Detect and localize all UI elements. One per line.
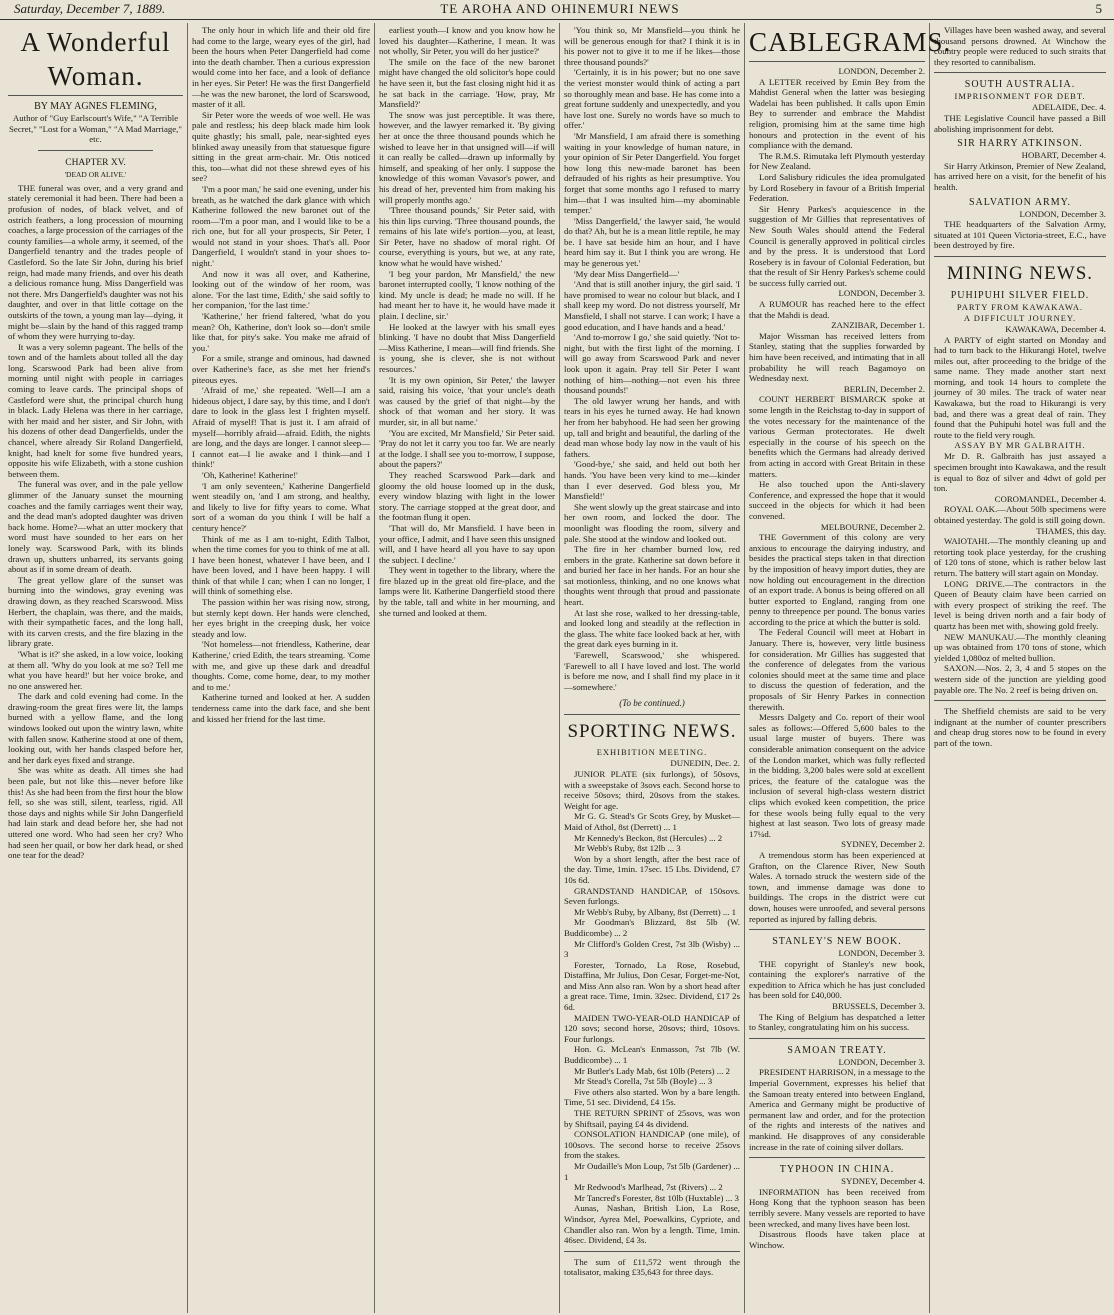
story-paragraph: The smile on the face of the new baronet might have changed the old solicitor's hope could he have seen it, but the fast closing night hid it as he sat back in the carriage. 'How, pray, Mr Mansfield?' xyxy=(379,56,555,110)
story-paragraph: Katherine turned and looked at her. A sudden tenderness came into the dark face, and she bent and kissed her friend for the last time. xyxy=(192,692,370,724)
column-3 xyxy=(379,25,555,1310)
story-paragraph: 'Good-bye,' she said, and held out both her hands. 'You have been very kind to me—kinder than I ever deserved. God bless you, Mr Mansfield!' xyxy=(564,459,740,502)
story-paragraph: For a smile, strange and ominous, had dawned over Katherine's face, as she met her friend's piteous eyes. xyxy=(192,353,370,385)
cable-item: PRESIDENT HARRISON, in a message to the Imperial Government, expresses his belief that the Samoan treaty entered into between England, America and Germany might be productive of permanent law and order, and for the protection of the rights and interests of the natives and mankind. He disapproves of any considerable increase in the rate of coining silver dollars. xyxy=(749,1067,925,1152)
samoan-heading: SAMOAN TREATY. xyxy=(787,1044,887,1056)
story-paragraph: Sir Peter wore the weeds of woe well. He was pale and restless; his deep black made him look quite ghastly; his small, pale, near-sighted eyes blinked away uneasily from that statuesque figure sitting in the great arm-chair. Mr. Otis noticed this, too—what did not these shrewd eyes of his see? xyxy=(192,109,370,184)
cable-item: INFORMATION has been received from Hong Kong that the typhoon season has been terribly severe. Many vessels are reported to have been wrecked, and many lives have been lost. xyxy=(749,1186,925,1229)
stanley-heading: STANLEY'S NEW BOOK. xyxy=(772,936,902,948)
column-6 xyxy=(934,25,1106,1310)
dateline: LONDON, December 3. xyxy=(1019,208,1106,219)
story-paragraph: 'I am only seventeen,' Katherine Dangerfield went steadily on, 'and I am strong, and healthy, and likely to live for fifty years to come. What sort of a woman do you think I will be half a century hence?' xyxy=(192,480,370,533)
story-paragraph: 'Certainly, it is in his power; but no one save the veriest monster would think of acting a part so thoroughly mean and base. He has come into a great fortune suddenly and unexpectedly, and you have lost one. Surely no words have so much to offer.' xyxy=(564,67,740,131)
race-text: Mr Oudaille's Mon Loup, 7st 5lb (Gardener) ... 1 xyxy=(564,1160,740,1182)
cable-item: Villages have been washed away, and several thousand persons drowned. At Winchow the country people were reduced to such straits that they resorted to cannibalism. xyxy=(934,25,1106,67)
race-text: JUNIOR PLATE (six furlongs), of 50sovs, with a sweepstake of 3sovs each. Second horse to receive 50sovs; third, 20sovs from the stakes. Weight for age. xyxy=(564,769,740,811)
dateline: KAWAKAWA, December 4. xyxy=(1005,323,1106,334)
page-number: 5 xyxy=(1095,1,1102,16)
cable-item: A tremendous storm has been experienced at Grafton, on the Clarence River, New South Wales. A tornado struck the western side of the town, and immense damage was done to buildings. The crops in the district were cut down, houses were unroofed, and several persons reported as injured by falling debris. xyxy=(749,849,925,924)
race-text: Mr Goodman's Blizzard, 8st 5lb (W. Buddicombe) ... 2 xyxy=(564,917,740,938)
story-paragraph: The great yellow glare of the sunset was burning into the windows, gray evening was drawing down, as they reached Scarswood. Miss Herbert, the chaplain, was there, and the maids, with their sympathetic faces, and the long hall, with its carven crests, and the fire blazing in the library grate. xyxy=(8,574,183,649)
dateline: MELBOURNE, December 2. xyxy=(820,521,925,532)
dateline: LONDON, December 2. xyxy=(838,66,925,76)
cable-item: He also touched upon the Anti-slavery Conference, and expressed the hope that it would succeed in the objects for which it had been convened. xyxy=(749,479,925,521)
story-paragraph: The fire in her chamber burned low, red embers in the grate. Katherine sat down before it and buried her face in her hands. For an hour she sat motionless, thinking, and no one knows what thoughts went through that proud and passionate heart. xyxy=(564,544,740,608)
race-text: Forester, Tornado, La Rose, Rosebud, Distaffina, Mr Julius, Don Cesar, Forget-me-Not, and Miss Ann also ran. Won by a short head after a great race. Time, 1min. 32sec. Dividend, £17 2s 6d. xyxy=(564,959,740,1013)
race-text: Mr Butler's Lady Mab, 6st 10lb (Peters) ... 2 xyxy=(574,1065,730,1076)
typhoon-heading: TYPHOON IN CHINA. xyxy=(779,1164,895,1176)
story-paragraph: 'I beg your pardon, Mr Mansfield,' the new baronet interrupted coolly, 'I know nothing of the kind. My uncle is dead; he made no will. If he had meant her to have it, he would have made it plain. I decline, sir.' xyxy=(379,268,555,322)
story-paragraph: 'Not homeless—not friendless, Katherine, dear Katherine,' cried Edith, the tears streaming. 'Come with me, and give up these dark and dreadful thoughts. Come, come home, dear, to my mother and to me.' xyxy=(192,639,370,692)
story-author-works: Author of "Guy Earlscourt's Wife," "A Terrible Secret," "Lost for a Woman," "A Mad Marriage," etc. xyxy=(9,113,182,145)
story-paragraph: They reached Scarswood Park—dark and gloomy the old house loomed up in the dusk, every window blazing with light in the lower story. The carriage stopped at the great door, and the footman flung it open. xyxy=(379,469,555,523)
dateline: DUNEDIN, Dec. 2. xyxy=(670,758,740,769)
dateline: BRUSSELS, December 3. xyxy=(832,1001,925,1012)
mining-item: NEW MANUKAU.—The monthly cleaning up was obtained from 170 tons of stone, which yielded 1,080oz of melted bullion. xyxy=(934,631,1106,663)
to-be-continued: (To be continued.) xyxy=(619,698,685,709)
race-text: Mr Clifford's Golden Crest, 7st 3lb (Wisby) ... 3 xyxy=(564,938,740,960)
story-paragraph: THE funeral was over, and a very grand and stately ceremonial it had been. There had been a profusion of nodes, of black velvet, and of ostrich feathers, a long procession of mourning coaches, a large procession of the carriages of the county families—a whole army, it seemed, of the Dangerfield tenantry and the trades people of Castleford. So the late Sir John, during his brief reign, had made many friends, and over his death a delicious romance hung. Miss Dangerfield was not there. Mrs Dangerfield's daughter was not his daughter, and over in that little cottage on the outskirts of the town, a young man lay—dying, it might be—slain by the hand of this ragged tramp of whom they were hurrying to-day. xyxy=(8,182,183,342)
divider xyxy=(934,256,1106,257)
dateline: SYDNEY, December 2. xyxy=(841,839,925,850)
story-paragraph: 'And to-morrow I go,' she said quietly. 'Not to-night, but with the first light of the morning. I will go away from Scarswood Park and never look upon it again. Pray tell Sir Peter I want nothing of him—nothing—not even his three thousand pounds!' xyxy=(564,332,740,396)
story-paragraph: 'Afraid of me,' she repeated. 'Well—I am a hideous object, I dare say, by this time, and I don't dare to look in the glass lest I frighten myself. Afraid of myself! That is just it. I am afraid of myself—horribly afraid—afraid. Edith, the nights are long, and the days are longer. I cannot sleep—I cannot eat—I lie awake and I think—and I think!' xyxy=(192,385,370,470)
dateline: ZANZIBAR, December 1. xyxy=(831,320,925,331)
cable-item: The Federal Council will meet at Hobart in January. There is, however, very little business for consideration. Mr Gillies has suggested that the conference of delegates from the various colonies should meet at the same time and place to discuss the question of federation, and the proposals of Sir Henry Parkes in connection therewith. xyxy=(749,627,925,712)
dateline: HOBART, December 4. xyxy=(1021,150,1106,161)
cable-item: Major Wissman has received letters from Stanley, stating that the supplies forwarded by him have been received, and intimating that in all probability he will reach Bagamoyo on Wednesday next. xyxy=(749,330,925,384)
race-text: Mr Stead's Corella, 7st 5lb (Boyle) ... 3 xyxy=(574,1076,713,1087)
story-title: A Wonderful Woman. xyxy=(8,25,183,96)
story-paragraph: 'Miss Dangerfield,' the lawyer said, 'he would do that? Ah, but he is a mean little reptile, he may be. I have sat beside him an hour, and I have heard him say it. But I think you are wrong. He may be generous yet.' xyxy=(564,215,740,269)
race-text: Mr Webb's Ruby, by Albany, 8st (Derrett) ... 1 xyxy=(574,906,737,917)
puhipuhi-subheading-2: A DIFFICULT JOURNEY. xyxy=(963,312,1077,323)
cable-item: COUNT HERBERT BISMARCK spoke at some length in the Reichstag to-day in support of the votes necessary for the maintenance of the various German protectorates. He dwelt especially in the course of his speech on the benefits which the Germans had already derived from acting in accord with Great Britain in these matters. xyxy=(749,394,925,479)
story-paragraph: The dark and cold evening had come. In the drawing-room the great fires were lit, the lamps burned with a yellow flame, and the long windows looked out upon the wintry lawn, white with fallen snow. Katherine stood at one of them, looking out, with her hands clasped before her, and her dark eyes fixed and strange. xyxy=(8,691,183,765)
puhipuhi-subheading: PARTY FROM KAWAKAWA. xyxy=(956,301,1084,312)
race-text: Aunas, Nashan, British Lion, La Rose, Windsor, Ayrea Mel, Poewalkins, Cypriote, and Chandler also ran. Won by a length. Time, 1min. 46sec. Dividend, £4 3s. xyxy=(564,1203,740,1246)
column-rule xyxy=(374,23,375,1313)
mining-item: A PARTY of eight started on Monday and had to turn back to the Hikurangi Hotel, twelve miles out, after proceeding to the bridge of the same name. They made another start next morning, and took 14 hours to complete the journey of 30 miles. The track of water near Kawakawa, but the road to Hikurangi is very bad, and there was a great deal of rain. They found that the Puhipuhi hotel was full and the route to the field very rough. xyxy=(934,334,1106,440)
cable-item: A RUMOUR has reached here to the effect that the Mahdi is dead. xyxy=(749,299,925,320)
story-paragraph: At last she rose, walked to her dressing-table, and looked long and steadily at the reflection in the glass. The white face looked back at her, with the great dark eyes burning in it. xyxy=(564,607,740,650)
column-rule xyxy=(559,23,560,1313)
story-author: BY MAY AGNES FLEMING, xyxy=(34,101,157,112)
column-5 xyxy=(749,25,952,1310)
cable-item: Sir Henry Parkes's acquiescence in the suggestion of Mr Gillies that representatives of New South Wales should attend the Federal Council is generally approved in political circles and by the press. It is understood that Lord Rosebery is in favour of Colonial Federation, but that the result of Sir Henry Parkes's scheme could be success fully carried out. xyxy=(749,203,925,288)
divider xyxy=(38,150,153,151)
story-paragraph: 'My dear Miss Dangerfield—' xyxy=(574,268,680,279)
filler-paragraph: The sum of £11,572 went through the totalisator, making £35,643 for three days. xyxy=(564,1256,740,1278)
atkinson-heading: SIR HARRY ATKINSON. xyxy=(957,138,1083,150)
story-paragraph: 'You are excited, Mr Mansfield,' Sir Peter said. 'Pray do not let it carry you too far. We are nearly at the lodge. I shall see you to-morrow, I suppose, about the papers?' xyxy=(379,427,555,470)
story-paragraph: Think of me as I am to-night, Edith Talbot, when the time comes for you to think of me at all. I have been honest, whatever I have been, and I have been loved, and I have been happy. I will think of that while I can; when I can no longer, I will think of something else. xyxy=(192,533,370,597)
story-paragraph: The snow was just perceptible. It was there, however, and the lawyer remarked it. 'By giving her at once the three thousand pounds which he wished to leave her in that unsigned will—if will it can really be called—drawn up informally by himself, and speaking of her only. I suppose the knowledge of this woman Vavasor's power, and his dread of her, prevented him from making his will properly months ago.' xyxy=(379,109,555,205)
chapter-heading: CHAPTER XV. xyxy=(65,157,126,168)
divider xyxy=(749,1038,925,1039)
south-australia-subheading: IMPRISONMENT FOR DEBT. xyxy=(954,91,1086,102)
cable-item: Messrs Dalgety and Co. report of their wool sales as follows:—Offered 5,600 bales to the usual large muster of buyers. There was considerable animation consequent on the advice of the London market, which was fully reflected in the bidding. 3,200 bales were sold at excellent prices, the feature of the catalogue was the inclusion of several high-class western district clips which evoked keen competition, the price for these wools being fully equal to the very highest at last season. Two lots of greasy made 17¼d. xyxy=(749,712,925,839)
sporting-news-heading: SPORTING NEWS. xyxy=(567,721,737,743)
story-paragraph: They went in together to the library, where the fire blazed up in the great old fire-place, and the lamps were lit. Katherine Dangerfield stood there by the table, tall and white in her mourning, and she turned and looked at them. xyxy=(379,565,555,618)
race-text: Mr G. G. Stead's Gr Scots Grey, by Musket—Maid of Athol, 8st (Derrett) ... 1 xyxy=(564,811,740,832)
cable-item: THE Legislative Council have passed a Bill abolishing imprisonment for debt. xyxy=(934,112,1106,134)
divider xyxy=(564,714,740,715)
race-text: Won by a short length, after the best race of the day. Time, 1min. 17sec. 15 Lbs. Dividend, £7 10s 6d. xyxy=(564,853,740,885)
story-paragraph: 'And that is still another injury, the girl said. 'I have promised to wear no colour but black, and I shall keep my word. Do not distress yourself, Mr Mansfield, I shall not starve. I can work; I have a good education, and I have hands and a head.' xyxy=(564,279,740,332)
story-paragraph: The funeral was over, and in the pale yellow glimmer of the January sunset the mourning coaches and the family carriages went their way, and the dead man's adopted daughter was driven back home. Home?—what an utter mockery that word must have sounded to her ears on her lonely way. Scarswood Park, with its blinds drawn up, shutters unbarred, its servants going about as if in some dream of death. xyxy=(8,479,183,575)
sporting-subheading: EXHIBITION MEETING. xyxy=(596,747,708,758)
column-4 xyxy=(564,25,740,1310)
divider xyxy=(749,1157,925,1158)
cable-item: A LETTER received by Emin Bey from the Mahdist General when the latter was besieging Wadelai has been published. It calls upon Emin Bey to surrender and embrace the Mahdist religion, promising him at the same time high honours and protection in the event of his compliance with the demand. xyxy=(749,76,925,151)
cablegrams-heading: CABLEGRAMS. xyxy=(749,25,925,62)
column-2 xyxy=(192,25,370,1310)
paper-title: TE AROHA AND OHINEMURI NEWS xyxy=(440,1,680,16)
race-text: CONSOLATION HANDICAP (one mile), of 100sovs. The second horse to receive 25sovs from the stakes. xyxy=(564,1129,740,1161)
cable-item: THE copyright of Stanley's new book, containing the explorer's narrative of the expedition to Africa which he has just concluded has been sold for £40,000. xyxy=(749,958,925,1001)
story-paragraph: 'That will do, Mr Mansfield. I have been in your office, I admit, and I have seen this unsigned will, and I have heard all you have to say upon the subject. I decline.' xyxy=(379,522,555,565)
column-rule xyxy=(187,23,188,1313)
mining-item: LONG DRIVE.—The contractors in the Queen of Beauty claim have been carried on with every prospect of striking the reef. The level is being driven north and a fair body of quartz has been met with, showing gold freely. xyxy=(934,578,1106,631)
mining-item: WAIOTAHI.—The monthly cleaning up and retorting took place yesterday, for the crushing of 120 tons of stone, which is rather below last return. The battery will start again on Monday. xyxy=(934,536,1106,578)
story-paragraph: 'Katherine,' her friend faltered, 'what do you mean? Oh, Katherine, don't look so—don't smile like that, for pity's sake. You make me afraid of you.' xyxy=(192,311,370,353)
race-text: Hon. G. McLean's Enmasson, 7st 7lb (W. Buddicombe) ... 1 xyxy=(564,1044,740,1066)
race-text: Mr Redwood's Marlhead, 7st (Rivers) ... 2 xyxy=(574,1182,723,1193)
story-paragraph: The old lawyer wrung her hands, and with tears in his eyes he turned away. He had known her from her babyhood. He had seen her growing up, tall and bright and beautiful, the darling of the dead man whose body lay now in the vault of his fathers. xyxy=(564,395,740,459)
dateline: BERLIN, December 2. xyxy=(843,383,925,394)
story-paragraph: He looked at the lawyer with his small eyes blinking. 'I have no doubt that Miss Dangerfield—Miss Katherine, I mean—will find friends. She is young, she is clever, she is not without resources.' xyxy=(379,321,555,374)
chapter-subheading: 'DEAD OR ALIVE.' xyxy=(64,169,127,179)
masthead xyxy=(0,0,1114,20)
story-paragraph: 'I'm a poor man,' he said one evening, under his breath, as he watched the dark glance with which Katherine followed the new baronet out of the room—'I'm a poor man, and I would like to be a rich one, but for all your prospects, Sir Peter, I would not stand in your shoes. That's all. Poor Dangerfield, I wouldn't stand in your shoes to-night.' xyxy=(192,183,370,269)
divider xyxy=(934,700,1106,701)
dateline: COROMANDEL, December 4. xyxy=(994,493,1106,504)
puhipuhi-heading: PUHIPUHI SILVER FIELD. xyxy=(950,289,1090,301)
cable-item: Sir Harry Atkinson, Premier of New Zealand, has arrived here on a visit, for the benefit of his health. xyxy=(934,160,1106,192)
column-rule xyxy=(929,23,930,1313)
dateline: LONDON, December 3. xyxy=(838,948,925,959)
issue-date: Saturday, December 7, 1889. xyxy=(14,1,166,16)
column-1 xyxy=(8,25,183,1310)
cable-item: Disastrous floods have taken place at Winchow. xyxy=(749,1229,925,1250)
assay-heading: ASSAY BY MR GALBRAITH. xyxy=(954,440,1086,451)
story-paragraph: She went slowly up the great staircase and into her own room, and locked the door. The moonlight was flooding the room, silvery and pale. She stood at the window and looked out. xyxy=(564,501,740,544)
dateline: THAMES, this day. xyxy=(1036,525,1106,536)
cable-item: The R.M.S. Rimutaka left Plymouth yesterday for New Zealand. xyxy=(749,150,925,172)
race-text: GRANDSTAND HANDICAP, of 150sovs. Seven furlongs. xyxy=(564,885,740,907)
cable-item: Lord Salisbury ridicules the idea promulgated by Lord Rosebery in favour of a British Imperial Federation. xyxy=(749,171,925,204)
mining-item: ROYAL OAK.—About 50lb specimens were obtained yesterday. The gold is still going down. xyxy=(934,504,1106,525)
story-paragraph: And now it was all over, and Katherine, looking out of the window of her room, was alone. 'For the last time, Edith,' she said softly to her companion, 'for the last time.' xyxy=(192,268,370,311)
story-paragraph: It was a very solemn pageant. The bells of the town and of the hamlets about tolled all the day long. Scarswood Park had been alive from morning until night with people in carriages coming to leave cards. The principal shops of Castleford were shut, the principal church hung in black. Lady Helena was there in her carriage, with her maid and her sister, and Sir John, with his dozens of other dead Dangerfields, under the chancel, where already Sir Roland Dangerfield, knight, had knelt for some five hundred years, opposite his wife Elizabeth, with a stone cushion between them. xyxy=(8,341,183,479)
story-paragraph: 'Farewell, Scarswood,' she whispered. 'Farewell to all I have loved and lost. The world is before me now, and I shall find my place in it—somewhere.' xyxy=(564,650,740,692)
dateline: LONDON, December 3. xyxy=(838,288,925,299)
race-text: Mr Webb's Ruby, 8st 12lb ... 3 xyxy=(574,843,681,854)
race-text: MAIDEN TWO-YEAR-OLD HANDICAP of 120 sovs; second horse, 20sovs; third, 10sovs. Four furlongs. xyxy=(564,1012,740,1044)
dateline: SYDNEY, December 4. xyxy=(841,1176,925,1187)
mining-news-heading: MINING NEWS. xyxy=(946,262,1094,284)
story-paragraph: 'Mr Mansfield, I am afraid there is something waiting in your knowledge of human nature, in your opinion of Sir Peter Dangerfield. You forget how long this new-made baronet has been defrauded of his rights as heir presumptive. You forget that some months ago I refused to marry him—that I was insulted him—my abominable temper.' xyxy=(564,130,740,216)
cable-item: THE headquarters of the Salvation Army, situated at 101 Queen Victoria-street, E.C., have been destroyed by fire. xyxy=(934,219,1106,251)
race-text: THE RETURN SPRINT of 25sovs, was won by Shiftsail, paying £4 4s dividend. xyxy=(564,1108,740,1129)
race-text: Five others also started. Won by a bare length. Time, 51 sec. Dividend, £4 15s. xyxy=(564,1086,740,1108)
south-australia-heading: SOUTH AUSTRALIA. xyxy=(964,79,1076,91)
story-paragraph: The passion within her was rising now, strong, but sternly kept down. Her hands were clenched, her eyes bright in the creeping dusk, her voice steady and low. xyxy=(192,597,370,639)
salvation-army-heading: SALVATION ARMY. xyxy=(968,196,1072,208)
story-paragraph: The only hour in which life and their old fire had come to the large, weary eyes of the girl, had been the hours when Peter Dangerfield had come into the death chamber. Then a curious expression would come into her face, and a look of defiance in her eyes. Sir Peter! He was the first Dangerfield—he was the new baronet, the lord of Scarswood, master of it all. xyxy=(192,25,370,110)
story-paragraph: 'You think so, Mr Mansfield—you think he will be generous enough for that? I think it is in his power not to give it to me if he likes—those three thousand pounds?' xyxy=(564,25,740,67)
cable-item: THE Government of this colony are very anxious to encourage the dairying industry, and besides the practical steps taken in that direction by the imposition of heavy import duties, they are now holding out encouragement in the direction of an export trade. A bonus is being offered on all butter exported to England, ranging from one penny to threepence per pound. The bonus varies according to the price at which the butter is sold. xyxy=(749,532,925,627)
story-paragraph: 'It is my own opinion, Sir Peter,' the lawyer said, raising his voice, 'that your uncle's death was caused by the grief of that night—by the shock of that woman and her story. It was murder, sir, in all but name.' xyxy=(379,374,555,427)
story-paragraph: She was white as death. All times she had been pale, but not like this—never before like this! As she had been from the first hour the blow fell, so she was still, silent, tearless, rigid. All those days and nights while Sir John Dangerfield had lain stark and dead before her, she had not uttered one word. Who had seen her cry? Who had seen her quail, or bow her dark head, or shed one tear for the dead? xyxy=(8,765,183,861)
mining-item: Mr D. R. Galbraith has just assayed a specimen brought into Kawakawa, and the result is equal to 8oz of silver and 4dwt of gold per ton. xyxy=(934,451,1106,494)
story-paragraph: 'What is it?' she asked, in a low voice, looking at them all. 'Why do you look at me so? Tell me what you have heard!' but her voice broke, and no one answered her. xyxy=(8,648,183,691)
story-paragraph: 'Three thousand pounds,' Sir Peter said, with his thin lips curving. 'Three thousand pounds, the remains of his late wife's portion—you, at least, Sir Peter, have no shadow of moral right. Of course, everything is yours, but we, at any rate, know what he would have wished.' xyxy=(379,205,555,269)
race-text: Mr Kennedy's Beckon, 8st (Hercules) ... 2 xyxy=(574,832,723,843)
cable-item: The King of Belgium has despatched a letter to Stanley, congratulating him on his success. xyxy=(749,1011,925,1033)
divider xyxy=(934,72,1106,73)
dateline: ADELAIDE, Dec. 4. xyxy=(1031,102,1106,113)
filler-paragraph: The Sheffield chemists are said to be very indignant at the number of counter prescribers and cheap drug stores now to be found in every part of the town. xyxy=(934,706,1106,748)
story-paragraph: earliest youth—I know and you know how he loved his daughter—Katherine, I mean. It was not wholly, Sir Peter, you will do her justice?' xyxy=(379,25,555,57)
story-paragraph: 'Oh, Katherine! Katherine!' xyxy=(202,469,298,480)
column-rule xyxy=(744,23,745,1313)
race-text: Mr Tancred's Forester, 8st 10lb (Huxtable) ... 3 xyxy=(574,1192,739,1203)
mining-item: SAXON.—Nos. 2, 3, 4 and 5 stopes on the western side of the junction are yielding good payable ore. The No. 2 reef is being driven on. xyxy=(934,663,1106,695)
dateline: LONDON, December 3. xyxy=(838,1056,925,1067)
divider xyxy=(749,929,925,930)
divider xyxy=(564,1251,740,1252)
